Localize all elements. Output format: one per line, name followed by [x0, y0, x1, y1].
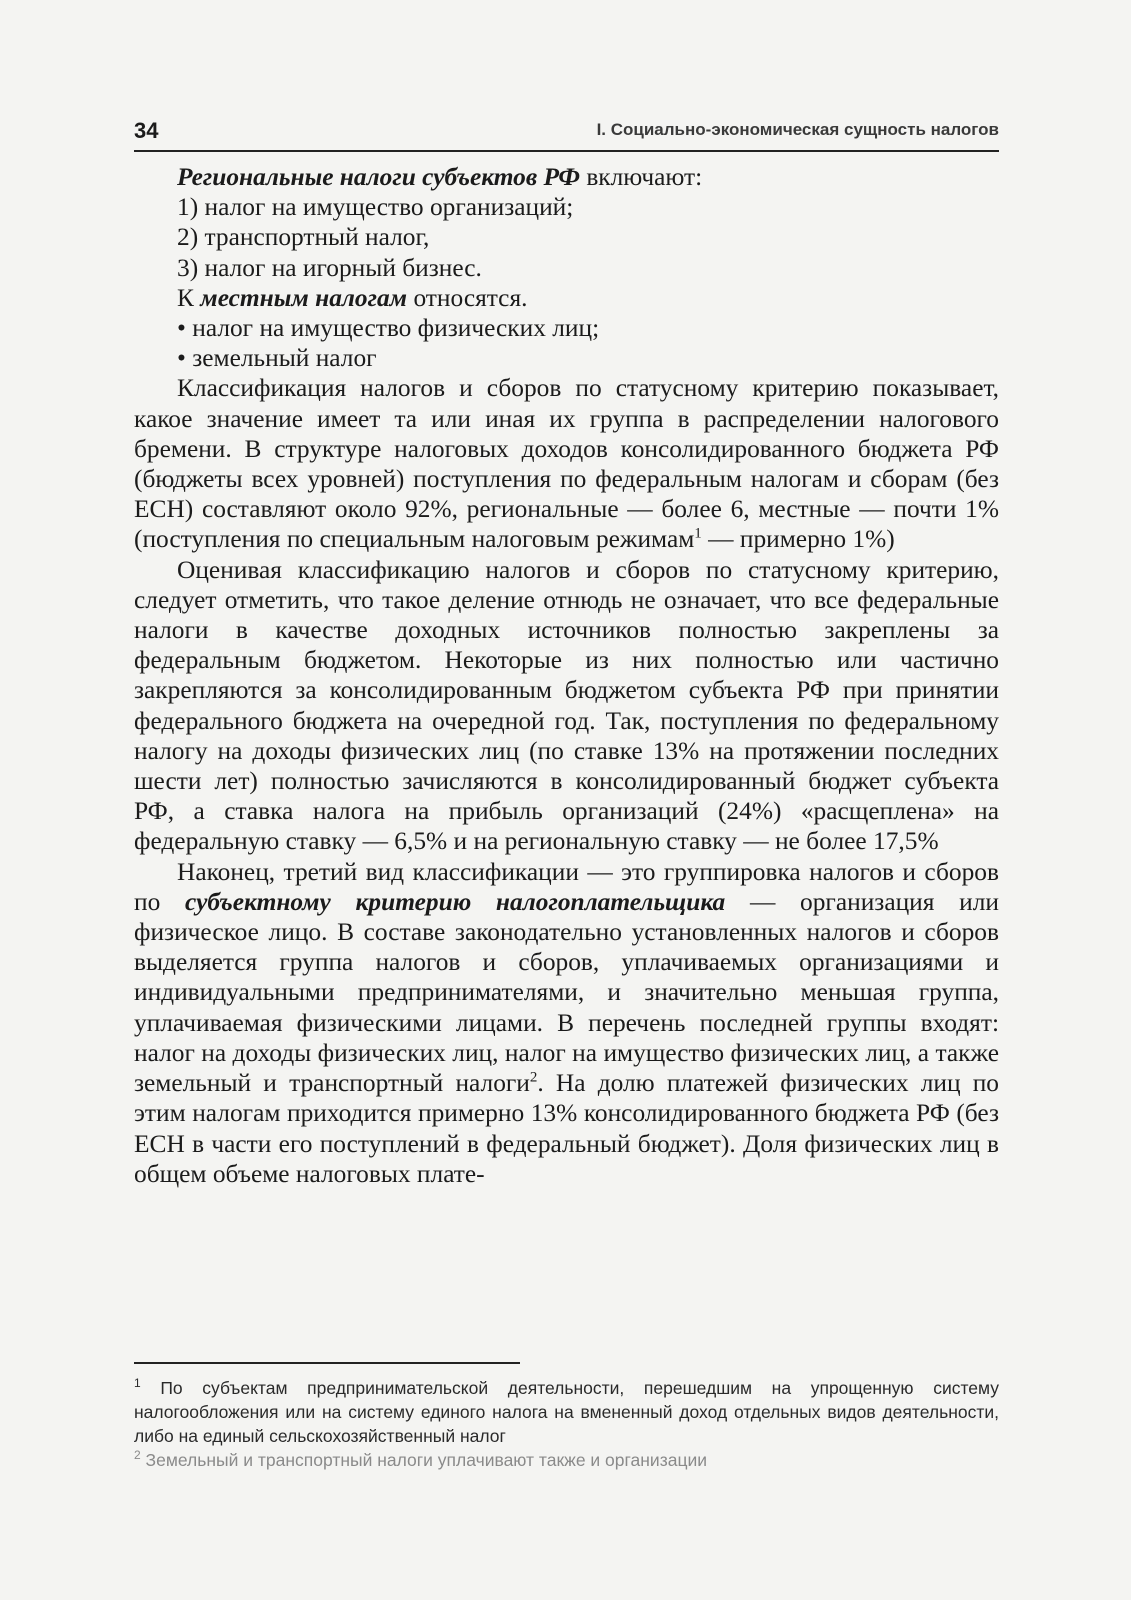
- footnote-text: Земельный и транспортный налоги уплачивают также и организации: [140, 1450, 708, 1470]
- paragraph-subject-criterion: [134, 857, 999, 1189]
- footnote-text: По субъектам предпринимательской деятельности, перешедшим на упрощенную систему налогообложения или на систему единого налога на вмененный доход отдельных видов деятельности, либо на единый сельскохозяйственный налог: [134, 1378, 999, 1446]
- bullet-item: • земельный налог: [177, 344, 377, 373]
- list-item: 3) налог на игорный бизнес.: [177, 253, 482, 282]
- paragraph-text-end: — примерно 1%): [701, 525, 895, 554]
- local-taxes-term: местным налогам: [200, 283, 408, 312]
- paragraph-text: Классификация налогов и сборов по статусному критерию показывает, какое значение имеет та или иная их группа в распределении налогового бремени. В структуре налоговых доходов консолидированного бюджета РФ (бюджеты всех уровней) поступления по федеральным налогам и сборам (без ЕСН) составляют около 92%, региональные — более 6, местные — почти 1% (поступления по специальным налоговым режимам: [134, 374, 999, 554]
- regional-taxes-intro: [134, 162, 999, 192]
- subject-criterion-term: субъектному критерию налогоплательщика: [184, 887, 726, 916]
- local-taxes-rest: относятся.: [407, 283, 528, 312]
- paragraph-text: — организация или физическое лицо. В составе законодательно установленных налогов и сборов выделяется группа налогов и сборов, уплачиваемых организациями и индивидуальными предпринимателями, и значительно меньшая группа, уплачиваемая физическими лицами. В перечень последней группы входят: налог на доходы физических лиц, налог на имущество физических лиц, а также земельный и транспортный налоги: [134, 887, 999, 1098]
- footnote-2: [134, 1448, 999, 1472]
- footnote-mark: 2: [134, 1448, 141, 1463]
- footnote-ref-1[interactable]: 1: [694, 525, 702, 542]
- paragraph-evaluation: Оценивая классификацию налогов и сборов по статусному критерию, следует отметить, что такое деление отнюдь не означает, что все федеральные налоги в качестве доходных источников полностью закреплены за федеральным бюджетом. Некоторые из них полностью или частично закрепляются за консолидированным бюджетом субъекта РФ при принятии федерального бюджета на очередной год. Так, поступления по федеральному налогу на доходы физических лиц (по ставке 13% на протяжении последних шести лет) полностью зачисляются в консолидированный бюджет субъекта РФ, а ставка налога на прибыль организаций (24%) «расщеплена» на федеральную ставку — 6,5% и на региональную ставку — не более 17,5%: [134, 555, 999, 856]
- footnote-1: [134, 1376, 999, 1448]
- running-title: I. Социально-экономическая сущность налогов: [596, 120, 999, 139]
- local-taxes-intro: [134, 283, 999, 313]
- regional-taxes-rest: включают:: [579, 163, 703, 191]
- paragraph-text-end: . На долю платежей физических лиц по этим налогам приходится примерно 13% консолидированного бюджета РФ (без ЕСН в части его поступлений в федеральный бюджет). Доля физических лиц в общем объеме налоговых плате-: [134, 1069, 1000, 1188]
- footnotes: [134, 1376, 999, 1472]
- footnote-mark: 1: [134, 1376, 141, 1391]
- bullet-item: • налог на имущество физических лиц;: [177, 314, 600, 343]
- paragraph-status-criterion: [134, 373, 999, 554]
- list-item: 1) налог на имущество организаций;: [177, 193, 574, 222]
- footnote-ref-2[interactable]: 2: [529, 1069, 538, 1086]
- page-header: [134, 112, 999, 152]
- local-taxes-prefix: К: [177, 283, 201, 312]
- page-number: 34: [134, 118, 159, 143]
- paragraph-text: Наконец, третий вид классификации — это группировка налогов и сборов по: [134, 857, 999, 916]
- regional-taxes-term: Региональные налоги субъектов РФ: [177, 163, 580, 191]
- footnote-divider: [134, 1362, 520, 1364]
- list-item: 2) транспортный налог,: [177, 223, 430, 252]
- main-text: [134, 162, 999, 1189]
